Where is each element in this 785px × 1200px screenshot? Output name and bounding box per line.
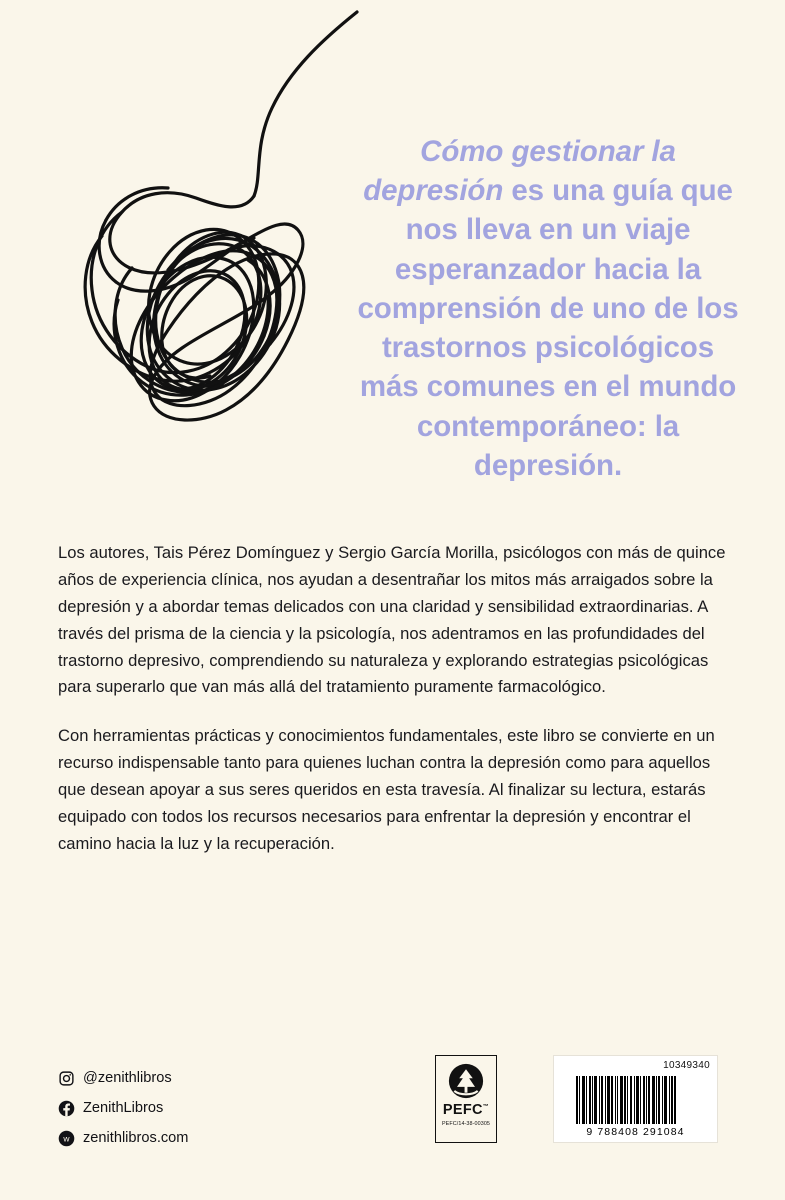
instagram-icon xyxy=(58,1070,75,1087)
website-url: zenithlibros.com xyxy=(83,1130,189,1147)
web-icon xyxy=(58,1130,75,1147)
blurb-paragraph-1: Los autores, Tais Pérez Domínguez y Sergio García Morilla, psicólogos con más de quince años de experiencia clínica, nos ayudan a desentrañar los mitos más arraigados sobre la depresión y a abordar temas delicados con una claridad y sensibilidad extraordinarias. A través del prisma de la ciencia y la psicología, nos adentramos en las profundidades del trastorno depresivo, comprendiendo su naturaleza y explorando estrategias psicológicas para superarlo que van más allá del tratamiento puramente farmacológico. xyxy=(58,543,726,697)
instagram-handle: @zenithlibros xyxy=(83,1070,172,1087)
back-cover-blurb xyxy=(58,540,742,858)
barcode-bars xyxy=(576,1076,704,1124)
social-links xyxy=(58,1069,188,1148)
pefc-tree-icon xyxy=(448,1063,484,1099)
pefc-wordmark: PEFC™ xyxy=(442,1102,490,1118)
cover-footer xyxy=(0,1055,785,1165)
svg-text:w: w xyxy=(63,1133,70,1144)
headline-rest: es una guía que nos lleva en un viaje esperanzador hacia la comprensión de uno de los trastornos psicológicos más comunes en el mundo contemporáneo: la depresión. xyxy=(357,174,739,482)
cover-headline xyxy=(352,132,744,485)
social-link-website[interactable] xyxy=(58,1129,188,1148)
barcode-ean-number: 9 788408 291084 xyxy=(586,1126,685,1138)
facebook-handle: ZenithLibros xyxy=(83,1100,164,1117)
pefc-code: PEFC/14-38-00305 xyxy=(441,1121,491,1127)
social-link-facebook[interactable] xyxy=(58,1099,188,1118)
headline-title-italic: Cómo gestionar la depresión xyxy=(363,135,676,208)
pefc-logo xyxy=(435,1055,497,1143)
barcode-top-number: 10349340 xyxy=(663,1060,710,1071)
pefc-tm: ™ xyxy=(482,1104,490,1111)
barcode-block xyxy=(553,1055,718,1143)
facebook-icon xyxy=(58,1100,75,1117)
blurb-paragraph-2: Con herramientas prácticas y conocimientos fundamentales, este libro se convierte en un recurso indispensable tanto para quienes luchan contra la depresión como para aquellos que desean apoyar a sus seres queridos en esta travesía. Al finalizar su lectura, estarás equipado con todos los recursos necesarios para enfrentar la depresión y encontrar el camino hacia la luz y la recuperación. xyxy=(58,726,715,853)
social-link-instagram[interactable] xyxy=(58,1069,188,1088)
